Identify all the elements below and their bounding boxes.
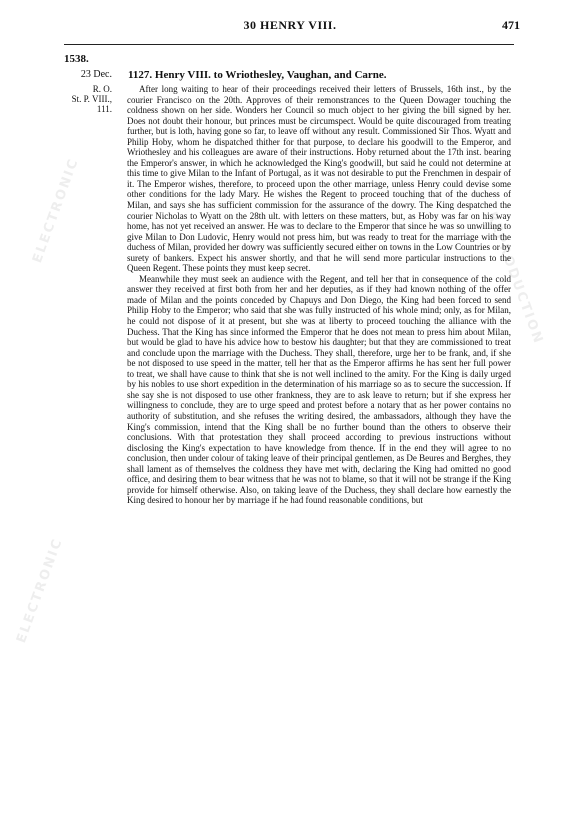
entry-body bbox=[127, 84, 511, 506]
running-head: 30 HENRY VIII. bbox=[243, 18, 337, 32]
body-paragraph: After long waiting to hear of their proceedings received their letters of Brussels, 16th inst., by the courier Francisco on the 20th. Approves of their remonstrances to the Queen Dowager touching the coldness shown on her side. Wonders her Council so much object to her giving the bill signed by her. Does not doubt their honour, but princes must be circumspect. Would be quite discouraged from treating further, but is loth, having gone so far, to leave off without any result. Commissioned Sir Thos. Wyatt and Philip Hoby, whom he dispatched thither for that purpose, to declare his goodwill to the Emperor, and Wriothesley and his colleagues are aware of their instructions. Hoby returned about the 17th inst. bearing the Emperor's answer, in which he acknowledged the King's goodwill, but said he could not determine at this time to give Milan to the Infant of Portugal, as it was not desirable to put the Frenchmen in despair of it. The Emperor wishes, therefore, to proceed upon the other marriage, unless Henry could devise some other conditions for the lady Mary. He wishes the Regent to proceed touching that of the duchess of Milan, and says she has sufficient commission for the assurance of the dowry. The King despatched the courier Nicholas to Wyatt on the 28th ult. with letters on these matters, but, as Hoby was far on his way home, has not yet received an answer. He was to declare to the Emperor that since he was so unwilling to give Milan to Don Ludovic, Henry would not press him, but was ready to treat for the marriage with the duchess of Milan, provided her dowry was sufficiently secured either on towns in the Low Countries or by surety of bankers. Expect his answer shortly, and that he will send more particular instructions to the Queen Regent. These points they must keep secret. bbox=[127, 84, 511, 274]
body-paragraph: Meanwhile they must seek an audience with the Regent, and tell her that in consequence of the cold answer they received at first both from her and her deputies, as if they had known nothing of the offer made of Milan and the points conceded by Chapuys and Don Diego, the King had been forced to send Philip Hoby to the Emperor; who said that she was fully instructed of his whole mind; only, as for Milan, he could not dispose of it at present, but she was at liberty to proceed touching the alliance with the Duchess. That the King has since informed the Emperor that he does not mean to press him about Milan, but would be glad to have his advice how to bestow his daughter; but that they are commissioned to treat and conclude upon the marriage with the Duchess. They shall, therefore, urge her to be frank, and, if she be not disposed to use speed in the matter, tell her that as the Emperor affirms he has sent her full power to treat, we shall have cause to think that she is not well inclined to the amity. For the King is daily urged by his nobles to use short expedition in the determination of his marriage so as to secure the succession. If she say she is not disposed to use other frankness, they are to ask leave to return; but if she express her willingness to conclude, they are to urge speed and protest before a notary that as her power contains no authority of substitution, and she refuses the writing desired, the ambassadors, although they have the King's commission, intend that the King shall be no further bound than the others to observe their conclusions. With that protestation they shall proceed according to previous instructions without disclosing the King's expectation to have knowledge from thence. If in the end they will agree to no conclusion, then under colour of taking leave of their principal gentlemen, as De Beures and Berghes, they shall lament as of themselves the coldness they have met with, declaring the King had omitted no good office, and desiring them to bear witness that he was not to blame, so that it will not be strange if the King provide for himself otherwise. Also, on taking leave of the Duchess, they shall declare how earnestly the King desired to honour her by marriage if he had found reasonable conditions, but bbox=[127, 273, 511, 506]
source-line: R. O. bbox=[92, 84, 112, 94]
source-line: St. P. VIII., bbox=[71, 94, 112, 104]
entry-heading bbox=[128, 69, 387, 81]
entry-number: 1127. bbox=[128, 69, 153, 81]
source-line: 111. bbox=[96, 104, 112, 114]
margin-source bbox=[62, 84, 112, 114]
page-number: 471 bbox=[502, 18, 520, 32]
margin-year: 1538. bbox=[64, 53, 89, 65]
entry-title: Henry VIII. to Wriothesley, Vaughan, and Carne. bbox=[154, 69, 387, 81]
header-rule bbox=[64, 44, 514, 45]
scan-watermark: REPRODUCTION bbox=[483, 210, 546, 347]
scan-watermark: ELECTRONIC bbox=[14, 535, 66, 646]
page-header bbox=[60, 18, 520, 38]
margin-date: 23 Dec. bbox=[80, 69, 112, 80]
scan-watermark: ELECTRONIC bbox=[30, 155, 82, 266]
